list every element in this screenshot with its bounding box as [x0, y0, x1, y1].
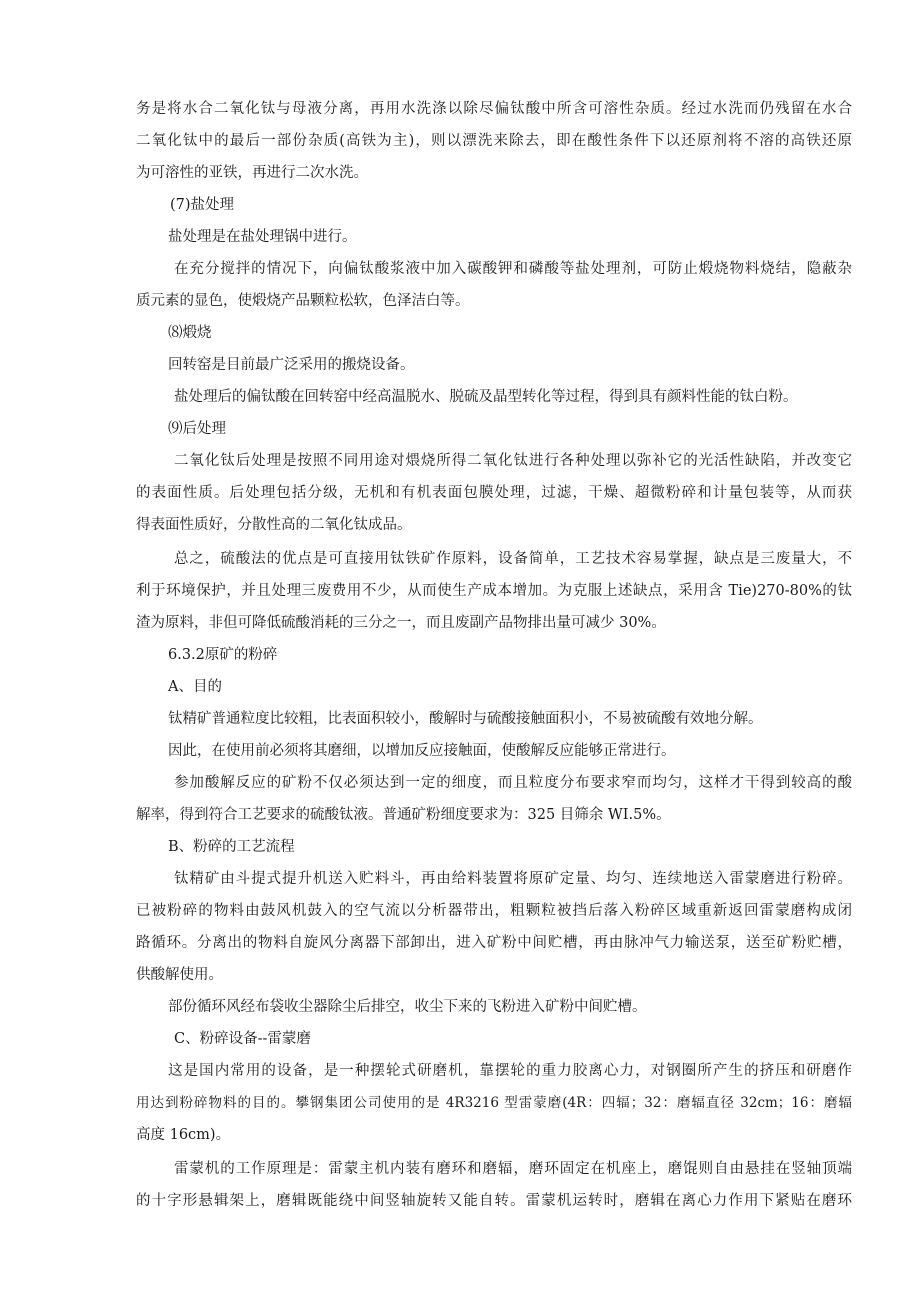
paragraph-line: 利于环境保护，并且处理三废费用不少，从而使生产成本增加。为克服上述缺点，采用含 Tie)270-80%的钛 — [136, 583, 852, 599]
paragraph-line: 盐处理后的偏钛酸在回转窑中经高温脱水、脱硫及晶型转化等过程，得到具有颜料性能的钛白粉。 — [174, 389, 798, 405]
paragraph-line: 渣为原料，非但可降低硫酸消耗的三分之一，而且废副产品物排出量可减少 30%。 — [136, 615, 666, 631]
section-heading-9: ⑼后处理 — [168, 421, 226, 437]
paragraph-line: 高度 16cm)。 — [136, 1127, 231, 1143]
paragraph-line: 用达到粉碎物料的目的。攀钢集团公司使用的是 4R3216 型雷蒙磨(4R：四辐；32：磨辐直径 32cm；16：磨辐 — [136, 1095, 852, 1111]
paragraph-line: 为可溶性的亚铁，再进行二次水洗。 — [136, 165, 368, 181]
section-heading-632: 6.3.2原矿的粉碎 — [168, 647, 278, 663]
paragraph-line: 质元素的显色，使煅烧产品颗粒松软，色泽洁白等。 — [136, 293, 470, 309]
paragraph-line: 务是将水合二氧化钛与母液分离，再用水洗涤以除尽偏钛酸中所含可溶性杂质。经过水洗而仍残留在水合 — [136, 101, 852, 117]
paragraph-line: 的十字形悬辑架上，磨辑既能绕中间竖轴旋转又能自转。雷蒙机运转时，磨辑在离心力作用下紧贴在磨环 — [136, 1193, 852, 1209]
paragraph-line: 总之，硫酸法的优点是可直接用钛铁矿作原料，设备简单，工艺技术容易掌握，缺点是三废量大，不 — [174, 551, 852, 567]
document-page — [136, 93, 852, 1217]
paragraph-line: 雷蒙机的工作原理是：雷蒙主机内装有磨环和磨辐，磨环固定在机座上，磨馄则自由悬挂在竖轴顶端 — [174, 1161, 852, 1177]
paragraph-line: 得表面性质好，分散性高的二氧化钛成品。 — [136, 517, 412, 533]
paragraph-line: 钛精矿普通粒度比较粗，比表面积较小，酸解时与硫酸接触面积小，不易被硫酸有效地分解。 — [168, 711, 763, 727]
paragraph-line: 在充分搅拌的情况下，向偏钛酸浆液中加入碳酸钾和磷酸等盐处理剂，可防止煅烧物料烧结，隐蔽杂 — [174, 261, 852, 277]
paragraph-line: 二氧化钛中的最后一部份杂质(高铁为主)，则以漂洗来除去，即在酸性条件下以还原剂将不溶的高铁还原 — [136, 133, 852, 149]
subsection-heading-a: A、目的 — [168, 679, 222, 695]
paragraph-line: 供酸解使用。 — [136, 967, 223, 983]
paragraph-line: 钛精矿由斗提式提升机送入贮料斗，再由给料装置将原矿定量、均匀、连续地送入雷蒙磨进行粉碎。 — [174, 871, 852, 887]
paragraph-line: 的表面性质。后处理包括分级，无机和有机表面包膜处理，过滤，干燥、超微粉碎和计量包装等，从而获 — [136, 485, 852, 501]
section-heading-7: (7)盐处理 — [170, 197, 235, 213]
paragraph-line: 路循环。分离出的物料自旋风分离器下部卸出，进入矿粉中间贮槽，再由脉冲气力输送泵，送至矿粉贮槽， — [136, 935, 852, 951]
paragraph-line: 回转窑是目前最广泛采用的搬烧设备。 — [168, 357, 415, 373]
paragraph-line: 这是国内常用的设备，是一种摆轮式研磨机，靠摆轮的重力胶离心力，对钢圈所产生的挤压和研磨作 — [168, 1063, 852, 1079]
subsection-heading-b: B、粉碎的工艺流程 — [168, 839, 295, 855]
paragraph-line: 盐处理是在盐处理锅中进行。 — [168, 229, 357, 245]
subsection-heading-c: C、粉碎设备--雷蒙磨 — [174, 1031, 311, 1047]
paragraph-line: 因此，在使用前必须将其磨细，以增加反应接触面，使酸解反应能够正常进行。 — [168, 743, 676, 759]
paragraph-line: 参加酸解反应的矿粉不仅必须达到一定的细度，而且粒度分布要求窄而均匀，这样才干得到较高的酸 — [174, 775, 852, 791]
paragraph-line: 部份循环风经布袋收尘器除尘后排空，收尘下来的飞粉进入矿粉中间贮槽。 — [168, 999, 647, 1015]
section-heading-8: ⑻煅烧 — [168, 325, 212, 341]
paragraph-line: 已被粉碎的物料由鼓风机鼓入的空气流以分析器带出，粗颗粒被挡后落入粉碎区域重新返回雷蒙磨构成闭 — [136, 903, 852, 919]
paragraph-line: 二氧化钛后处理是按照不同用途对煨烧所得二氧化钛进行各种处理以弥补它的光活性缺陷，并改变它 — [174, 453, 852, 469]
paragraph-line: 解率，得到符合工艺要求的硫酸钛液。普通矿粉细度要求为：325 目筛余 WI.5%。 — [136, 807, 671, 823]
